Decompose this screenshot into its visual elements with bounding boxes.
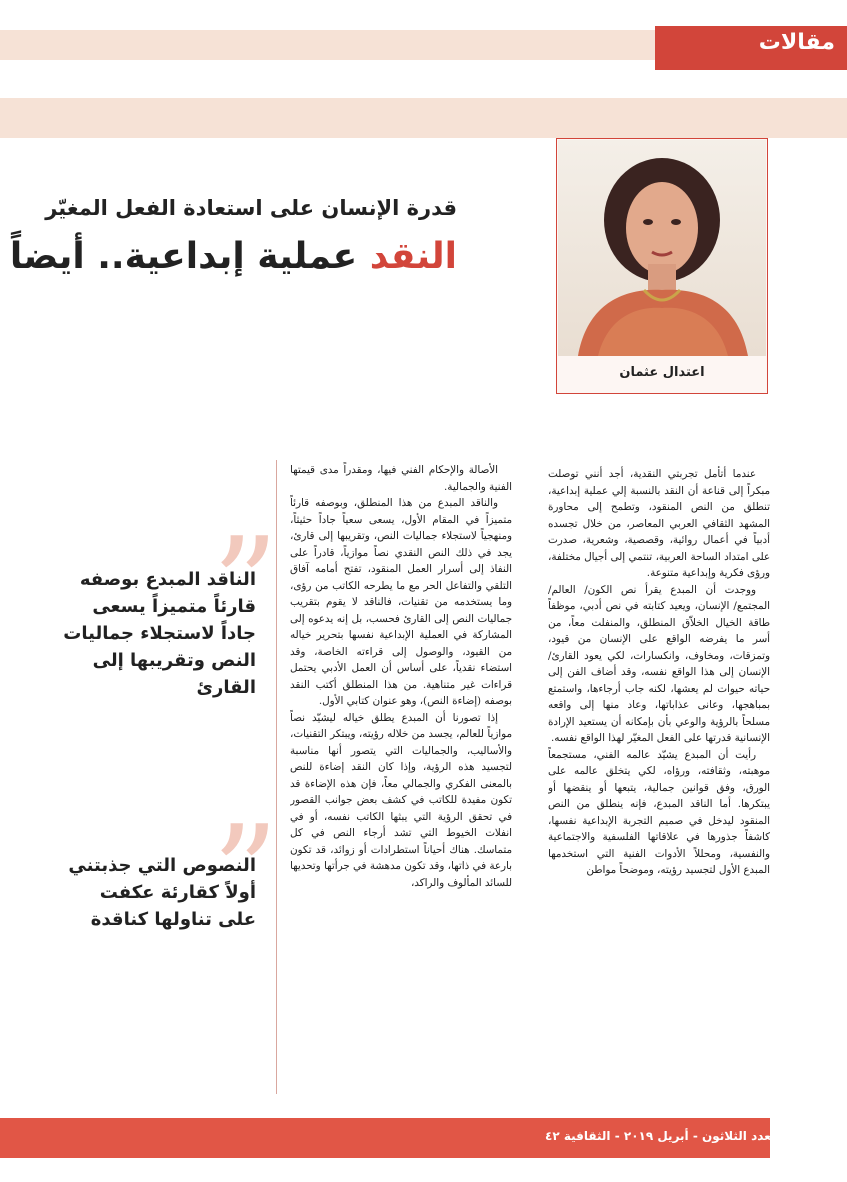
- pullquote: الناقد المبدع بوصفه قارئاً متميزاً يسعى جاداً لاستجلاء جماليات النص وتقريبها إلى القارئ: [63, 569, 256, 698]
- article-headline: [0, 236, 457, 277]
- paragraph: ووجدت أن المبدع يقرأ نص الكون/ العالم/ المجتمع/ الإنسان، ويعيد كتابته في نص أدبي، موظفاً طاقة الخيال الخلاّق المنطلق، والمنفلت معاً، من أسر ما يفرضه الواقع على الإنسان من قيود، وتمزقات، ومخاوف، وانكسارات، لكي يعود القارئ/ الإنسان إلى هذا الواقع نفسه، وقد أضاف الفن إلى حياته حيوات لم يعشها، لكنه جاب أرجاءها، واستمتع بمباهجها، وعانى عذاباتها، وعاد منها إلى واقعه مسلحاً بالرؤية والوعي بأن بإمكانه أن يستعيد الإرادة الإنسانية قدرتها على الفعل المغيّر لهذا الواقع نفسه.: [548, 583, 770, 744]
- author-photo-frame: [556, 138, 768, 394]
- pullquote: النصوص التي جذبتني أولاً كقارئة عكفت على تناولها كناقدة: [68, 855, 256, 930]
- section-label: مقالات: [758, 30, 835, 55]
- quote-mark-icon: ”: [212, 509, 279, 661]
- author-photo: [558, 140, 766, 356]
- headline-rest: عملية إبداعية.. أيضاً: [9, 236, 370, 277]
- headline-highlight: النقد: [369, 236, 457, 277]
- paragraph: والناقد المبدع من هذا المنطلق، وبوصفه قارئاً متميزاً في المقام الأول، يسعى سعياً جاداً حثيثاً، ومنهجياً لاستجلاء جماليات النص، وتقريبها إلى قارئ، يجد في ذلك النص النقدي نصاً موازياً، قادراً على النفاذ إلى أسرار العمل المنقود، تفتح أمامه آفاق التلقي والتفاعل الحر مع ما يطرحه الكاتب من رؤى، وما يستخدمه من تقنيات، فالناقد لا يقوم بتقريب جماليات النص إلى القارئ فحسب، بل إنه يدعوه إلى المشاركة في العملية الإبداعية نفسها بتحرير خياله من القيود، والوصول إلى قراءته الخاصة، وقد استضاء نقدياً، على أساس أن العمل الأدبي يحتمل قراءات غير متناهية. من هذا المنطلق أكتب النقد بوصفه (إضاءة النص)، وهو عنوان كتابي الأول.: [290, 497, 512, 707]
- paragraph: رأيت أن المبدع يشيّد عالمه الفني، مستجمعاً موهبته، وثقافته، ورؤاه، لكي يتخلق عالمه على الورق، وفق قوانين جمالية، يتبعها أو ينقضها أو يبتكرها. أما الناقد المبدع، فإنه ينطلق من النص المنقود ليدخل في صميم التجربة الإبداعية نفسها، كاشفاً جذورها في علاقاتها الفلسفية والاجتماعية والنفسية، ومحللاً الأدوات الفنية التي استخدمها المبدع الأول لتجسيد رؤيته، وموضحاً مواطن: [548, 748, 770, 876]
- article-subtitle: قدرة الإنسان على استعادة الفعل المغيّر: [45, 196, 457, 220]
- footer-issue-info: العدد الثلاثون - أبريل ٢٠١٩ - الثقافية ٤٢: [545, 1129, 780, 1143]
- author-portrait-illustration: [558, 140, 766, 356]
- body-column-right: [548, 466, 770, 1094]
- quote-mark-icon: ”: [212, 797, 279, 949]
- header-band: [0, 98, 847, 138]
- section-tab: [655, 26, 847, 70]
- body-column-middle: [290, 462, 512, 1094]
- paragraph: إذا تصورنا أن المبدع يطلق خياله ليشيّد نصاً موازياً للعالم، يجسد من خلاله رؤيته، ويبتكر التقنيات، والأساليب، والجماليات التي يتصور أنها مناسبة لتجسيد هذه الرؤية، وإذا كان النقد إضاءة للنص بالمعنى الفكري والجمالي معاً، فإن هذه الإضاءة قد تكون مفيدة للكاتب في كشف بعض جوانب القصور في تحقق الرؤية التي يبثها الكاتب نفسه، أو في انفلات الخيوط التي تشد أرجاء النص في كل متماسك. هناك أحياناً استطرادات أو زوائد، قد تكون بارعة في ذاتها، وقد تكون مدهشة في جرأتها وتحديها للسائد المألوف والراكد،: [290, 711, 512, 889]
- paragraph: عندما أتأمل تجربتي النقدية، أجد أنني توصلت مبكراً إلى قناعة أن النقد بالنسبة إلي عملية إبداعية، تنطلق من النص المنقود، وتطمح إلى محاورة المشهد الثقافي العربي المعاصر، من خلال تجسده أدبياً في أعمال روائية، وقصصية، وشعرية، صدرت على امتداد الساحة العربية، تنتمي إلى أجيال مختلفة، ورؤى فكرية وإبداعية متنوعة.: [548, 468, 770, 579]
- paragraph: الأصالة والإحكام الفني فيها، ومقدراً مدى قيمتها الفنية والجمالية.: [290, 464, 512, 493]
- footer-band: [0, 1118, 780, 1158]
- author-name: اعتدال عثمان: [619, 365, 705, 380]
